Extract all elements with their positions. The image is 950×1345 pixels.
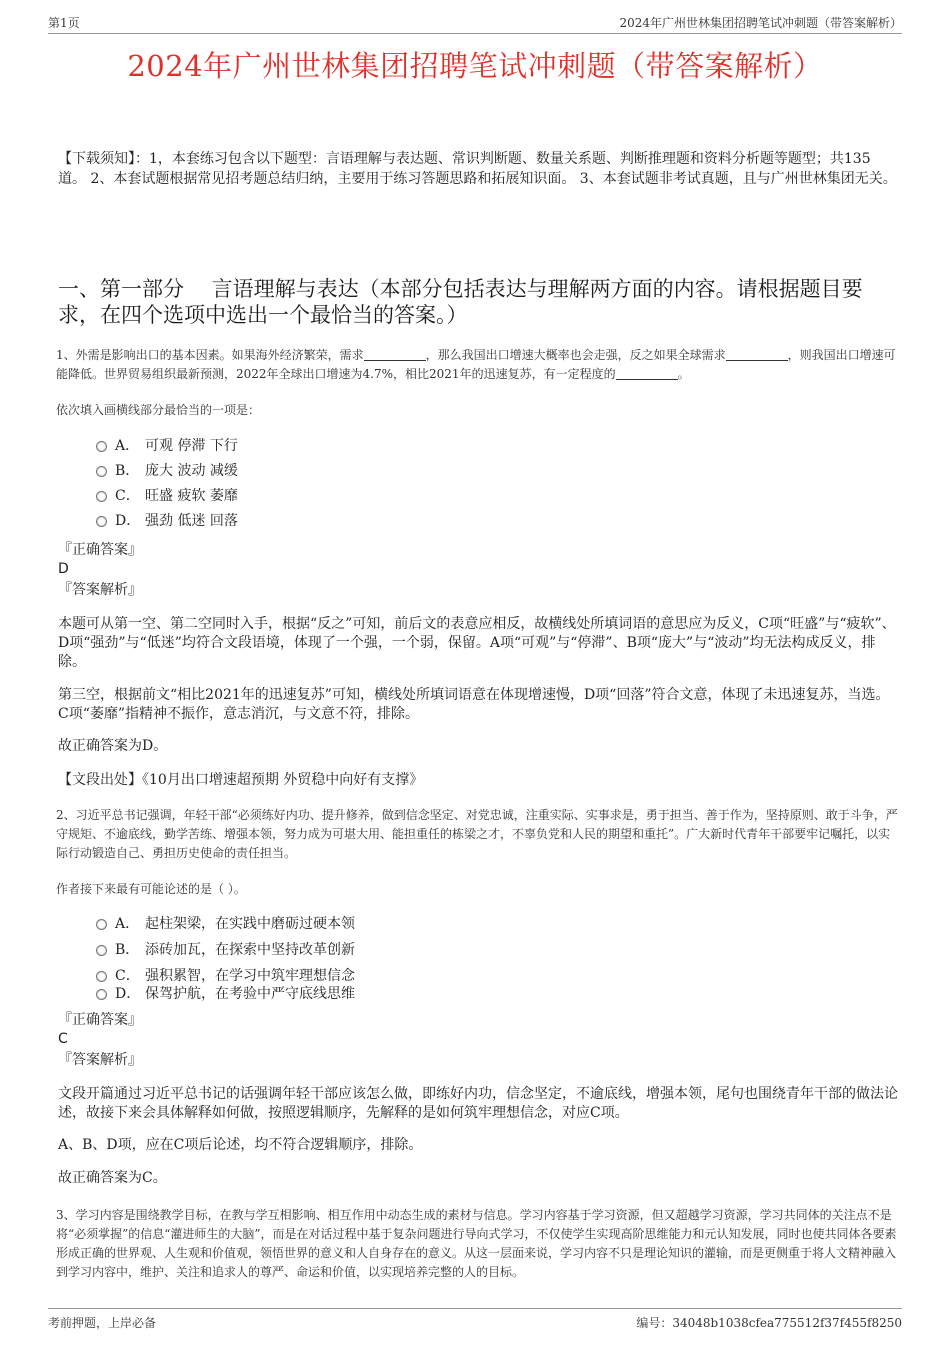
- q1-option-a[interactable]: [96, 436, 238, 458]
- q1-analysis-3: 故正确答案为D。: [58, 738, 168, 754]
- radio-icon[interactable]: [96, 971, 107, 982]
- q2-analysis-label: 『答案解析』: [58, 1052, 142, 1068]
- download-notice: 【下载须知】：1，本套练习包含以下题型：言语理解与表达题、常识判断题、数量关系题、判断推理题和资料分析题等题型；共135道。 2、本套试题根据常见招考题总结归纳，主要用于练习答题思路和拓展知识面。 3、本套试题非考试真题，且与广州世林集团无关。: [58, 151, 897, 187]
- header-doc-title: 2024年广州世林集团招聘笔试冲刺题（带答案解析）: [619, 16, 902, 30]
- q1-stem: [56, 346, 898, 384]
- q2-prompt: 作者接下来最有可能论述的是（ ）。: [56, 882, 246, 896]
- radio-icon[interactable]: [96, 491, 107, 502]
- option-text: 庞大 波动 减缓: [145, 463, 238, 479]
- q2-option-a[interactable]: [96, 914, 355, 936]
- q2-answer-label: 『正确答案』: [58, 1012, 142, 1028]
- q1-prompt: 依次填入画横线部分最恰当的一项是：: [56, 403, 261, 417]
- footer-divider: [48, 1308, 902, 1309]
- answer-blank: [616, 367, 678, 380]
- footer-slogan: 考前押题，上岸必备: [48, 1316, 157, 1330]
- q2-option-b[interactable]: [96, 940, 355, 962]
- option-letter: C．: [115, 968, 140, 984]
- option-text: 旺盛 疲软 萎靡: [145, 488, 238, 504]
- answer-blank: [364, 348, 426, 361]
- option-text: 强积累智，在学习中筑牢理想信念: [145, 968, 355, 984]
- option-letter: B．: [115, 463, 140, 479]
- option-letter: D．: [115, 986, 141, 1002]
- q2-analysis-1: 文段开篇通过习近平总书记的话强调年轻干部应该怎么做，即练好内功，信念坚定，不逾底线，增强本领，尾句也围绕青年干部的做法论述，故接下来会具体解释如何做，按照逻辑顺序，先解释的是如何筑牢理想信念，对应C项。: [58, 1086, 898, 1121]
- option-text: 添砖加瓦，在探索中坚持改革创新: [145, 942, 355, 958]
- option-letter: A．: [115, 438, 140, 454]
- page-number: 第1页: [48, 16, 80, 30]
- q1-option-d[interactable]: [96, 511, 238, 533]
- radio-icon[interactable]: [96, 466, 107, 477]
- option-text: 可观 停滞 下行: [145, 438, 238, 454]
- q1-analysis-2: 第三空，根据前文“相比2021年的迅速复苏”可知，横线处所填词语意在体现增速慢，D项“回落”符合文意，体现了未迅速复苏，当选。C项“萎靡”指精神不振作，意志消沉，与文意不符，排除。: [58, 687, 890, 722]
- header-divider: [48, 33, 902, 34]
- radio-icon[interactable]: [96, 441, 107, 452]
- q2-answer: C: [58, 1031, 68, 1047]
- radio-icon[interactable]: [96, 516, 107, 527]
- page-header: [48, 14, 902, 32]
- radio-icon[interactable]: [96, 919, 107, 930]
- answer-blank: [726, 348, 788, 361]
- q1-answer-label: 『正确答案』: [58, 542, 142, 558]
- q1-stem-part: 1、外需是影响出口的基本因素。如果海外经济繁荣，需求: [56, 348, 364, 362]
- q1-answer: D: [58, 561, 69, 577]
- q3-stem: 3、学习内容是围绕教学目标，在教与学互相影响、相互作用中动态生成的素材与信息。学习内容基于学习资源，但又超越学习资源，学习共同体的关注点不是将“必须掌握”的信息“灌进师生的大脑”，而是在对话过程中基于复杂问题进行导向式学习，不仅使学生实现高阶思维能力和元认知发展，同时也使共同体各要素形成正确的世界观、人生观和价值观，领悟世界的意义和人自身存在的意义。从这一层面来说，学习内容不只是理论知识的灌输，而是更侧重于将人文精神融入到学习内容中，维护、关注和追求人的尊严、命运和价值，以实现培养完整的人的目标。: [56, 1208, 897, 1279]
- q1-stem-part: ，那么我国出口增速大概率也会走强，反之如果全球需求: [425, 348, 726, 362]
- q1-source: 【文段出处】《10月出口增速超预期 外贸稳中向好有支撑》: [58, 772, 424, 788]
- radio-icon[interactable]: [96, 945, 107, 956]
- q1-analysis-1: 本题可从第一空、第二空同时入手，根据“反之”可知，前后文的表意应相反，故横线处所填词语的意思应为反义，C项“旺盛”与“疲软”、D项“强劲”与“低迷”均符合文段语境，体现了一个强，一个弱，保留。A项“可观”与“停滞”、B项“庞大”与“波动”均无法构成反义，排除。: [58, 616, 896, 670]
- q1-stem-part: 。: [677, 367, 690, 381]
- q2-stem: 2、习近平总书记强调，年轻干部“必须练好内功、提升修养，做到信念坚定、对党忠诚，注重实际、实事求是，勇于担当、善于作为，坚持原则、敢于斗争，严守规矩、不逾底线，勤学苦练、增强本领，努力成为可堪大用、能担重任的栋梁之才，不辜负党和人民的期望和重托”。广大新时代青年干部要牢记嘱托，以实际行动锻造自己、勇担历史使命的责任担当。: [56, 808, 898, 860]
- option-text: 强劲 低迷 回落: [145, 513, 238, 529]
- page-title: 2024年广州世林集团招聘笔试冲刺题（带答案解析）: [127, 49, 823, 83]
- q1-stem-part: ，则我国出口增速可能降低。世界贸易组织最新预测，2022年全球出口增速为4.7%，相比2021年的迅速复苏，有一定程度的: [56, 348, 896, 381]
- q1-option-b[interactable]: [96, 461, 238, 483]
- q2-option-d[interactable]: [96, 984, 355, 1006]
- option-text: 起柱架梁，在实践中磨砺过硬本领: [145, 916, 355, 932]
- q2-analysis-2: A、B、D项，应在C项后论述，均不符合逻辑顺序，排除。: [58, 1137, 423, 1153]
- q1-analysis-label: 『答案解析』: [58, 582, 142, 598]
- option-letter: C．: [115, 488, 140, 504]
- q2-analysis-3: 故正确答案为C。: [58, 1170, 167, 1186]
- option-letter: B．: [115, 942, 140, 958]
- q1-option-c[interactable]: [96, 486, 238, 508]
- option-letter: D．: [115, 513, 141, 529]
- footer-serial: 编号：34048b1038cfea775512f37f455f8250: [636, 1316, 902, 1330]
- radio-icon[interactable]: [96, 989, 107, 1000]
- section-title: 一、第一部分 言语理解与表达（本部分包括表达与理解两方面的内容。请根据题目要求，在四个选项中选出一个最恰当的答案。）: [58, 277, 863, 327]
- option-text: 保驾护航，在考验中严守底线思维: [145, 986, 355, 1002]
- option-letter: A．: [115, 916, 140, 932]
